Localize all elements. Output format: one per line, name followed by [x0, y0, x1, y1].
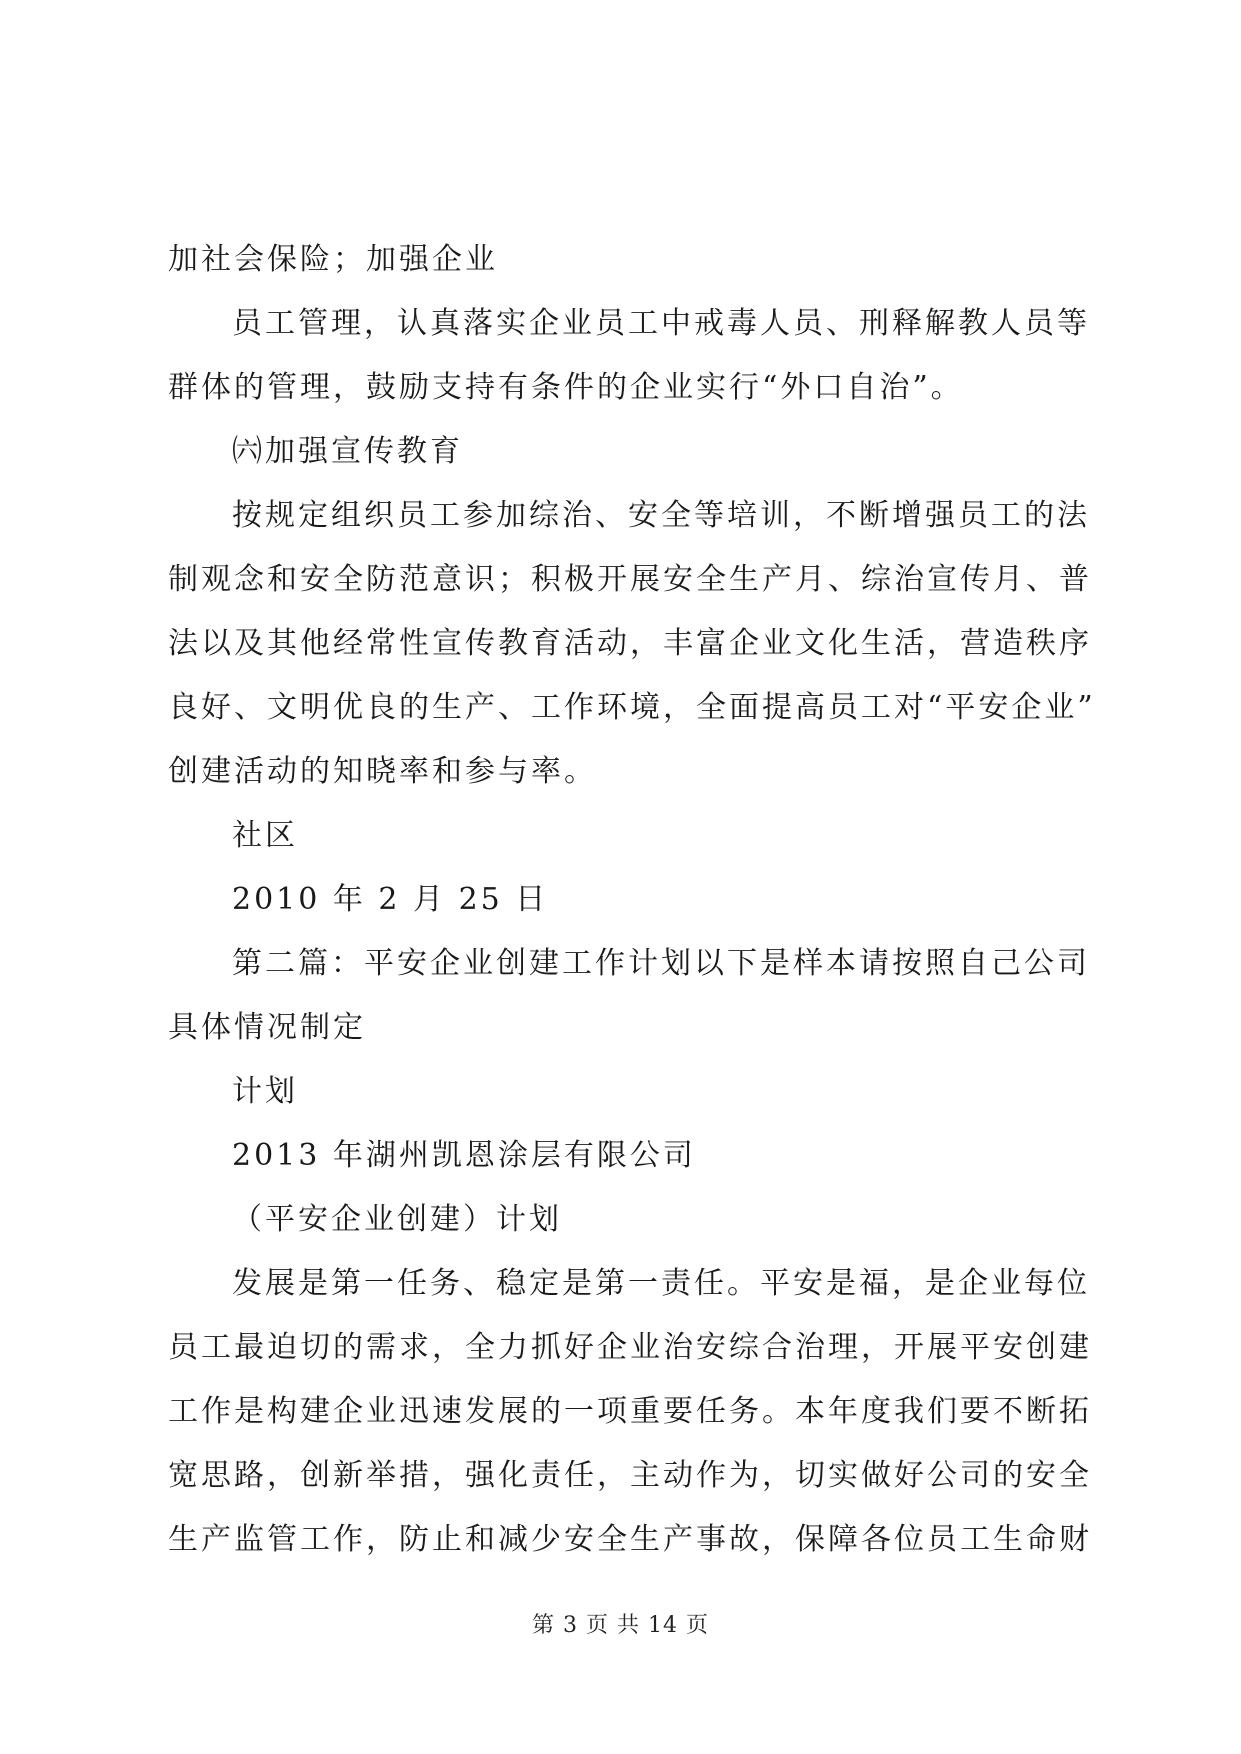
- date-line: 2010 年 2 月 25 日: [232, 882, 549, 917]
- text-line: 法以及其他经常性宣传教育活动，丰富企业文化生活，营造秩序: [168, 626, 1092, 661]
- text-line: 按规定组织员工参加综治、安全等培训，不断增强员工的法: [232, 498, 1090, 533]
- section-heading: ㈥加强宣传教育: [232, 434, 463, 469]
- text-line: 工作是构建企业迅速发展的一项重要任务。本年度我们要不断拓: [168, 1394, 1092, 1429]
- text-line: 良好、文明优良的生产、工作环境，全面提高员工对“平安企业”: [168, 690, 1096, 725]
- signature-line: 社区: [232, 818, 298, 853]
- text-line: 群体的管理，鼓励支持有条件的企业实行“外口自治”。: [168, 370, 964, 405]
- text-line: 计划: [232, 1074, 298, 1109]
- text-line: 创建活动的知晓率和参与率。: [168, 754, 597, 789]
- text-line: 员工管理，认真落实企业员工中戒毒人员、刑释解教人员等: [232, 306, 1090, 341]
- text-line: 员工最迫切的需求，全力抓好企业治安综合治理，开展平安创建: [168, 1330, 1092, 1365]
- chapter-title: 第二篇：平安企业创建工作计划以下是样本请按照自己公司: [232, 946, 1090, 981]
- text-line: 生产监管工作，防止和减少安全生产事故，保障各位员工生命财: [168, 1522, 1092, 1557]
- text-line: 发展是第一任务、稳定是第一责任。平安是福，是企业每位: [232, 1266, 1090, 1301]
- text-line: 加社会保险；加强企业: [168, 242, 498, 277]
- text-line: 制观念和安全防范意识；积极开展安全生产月、综治宣传月、普: [168, 562, 1092, 597]
- document-body: [168, 228, 1096, 1572]
- page-number-footer: 第 3 页 共 14 页: [532, 1613, 709, 1638]
- text-line: 宽思路，创新举措，强化责任，主动作为，切实做好公司的安全: [168, 1458, 1092, 1493]
- text-line: 2013 年湖州凯恩涂层有限公司: [232, 1138, 696, 1173]
- chapter-title-continued: 具体情况制定: [168, 1010, 366, 1045]
- text-line: （平安企业创建）计划: [232, 1202, 562, 1237]
